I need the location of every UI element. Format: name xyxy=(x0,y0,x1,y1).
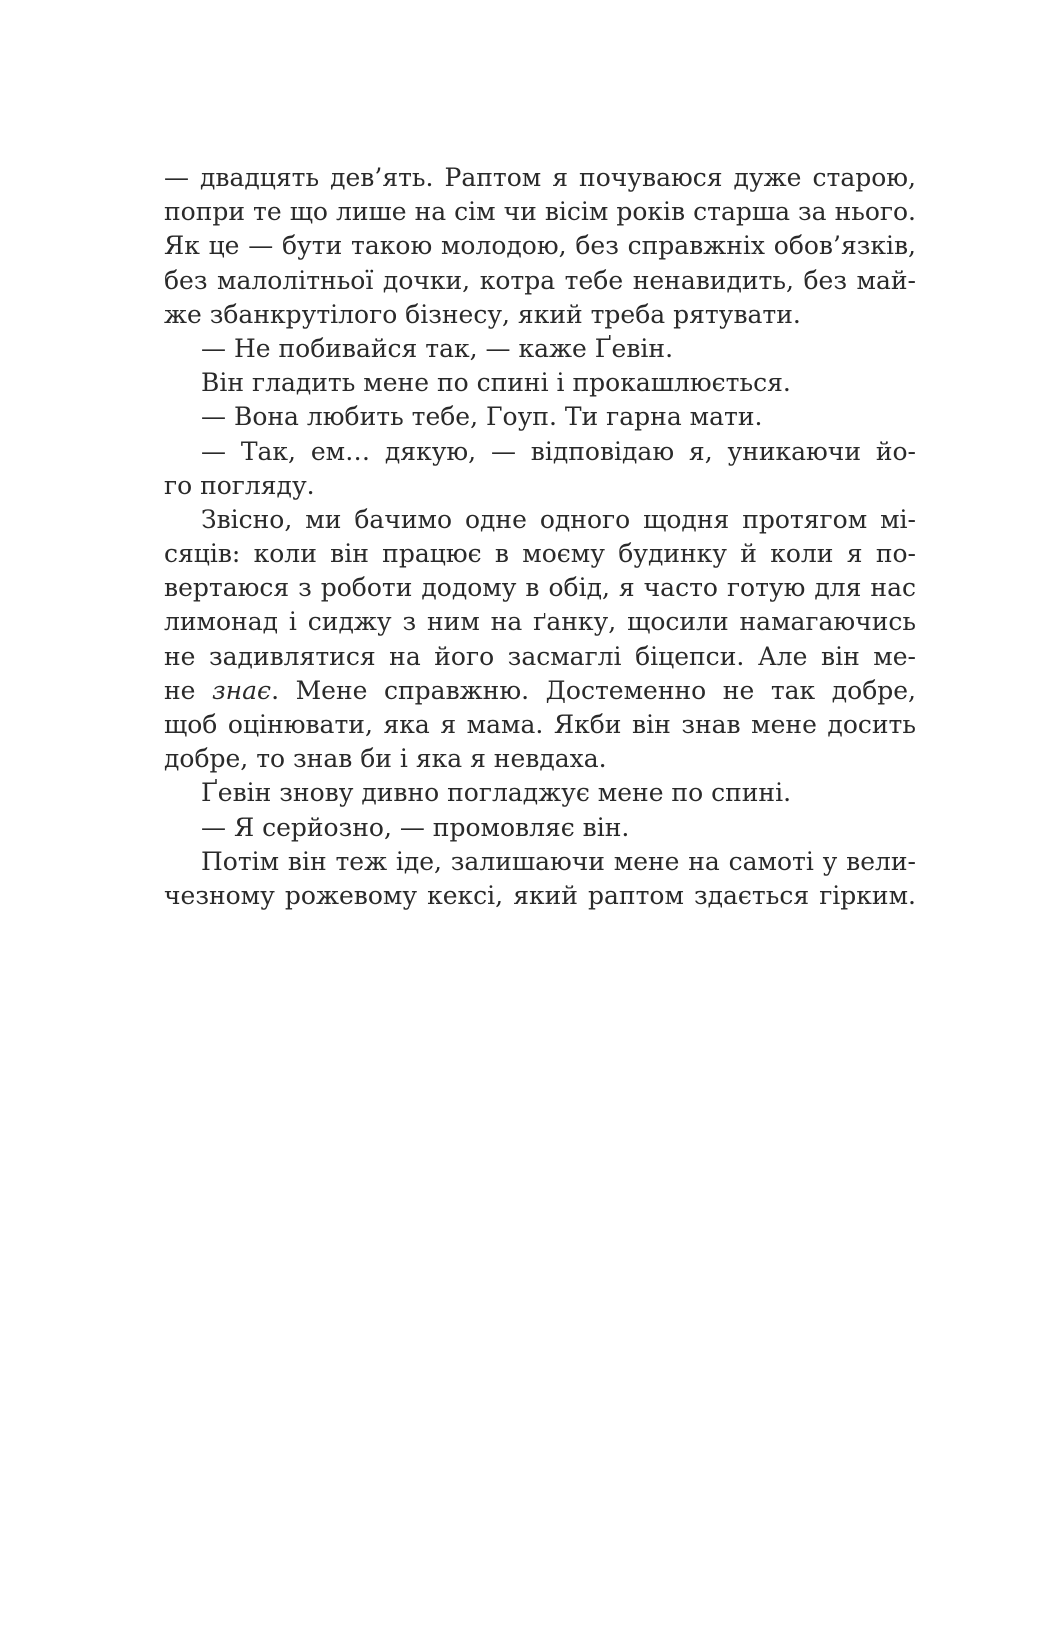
text-span: Потім він теж іде, залишаючи мене на самоті у вели- xyxy=(201,846,916,876)
text-span: не xyxy=(164,675,213,705)
text-line xyxy=(164,605,916,639)
text-span: Він гладить мене по спині і прокашлюється. xyxy=(201,368,791,398)
text-line xyxy=(164,811,916,845)
text-line xyxy=(164,229,916,263)
text-line xyxy=(164,845,916,879)
text-line xyxy=(164,640,916,674)
text-span: добре, то знав би і яка я невдаха. xyxy=(164,744,607,774)
text-line xyxy=(164,161,916,195)
text-line xyxy=(164,366,916,400)
text-span: чезному рожевому кексі, який раптом здається гірким. xyxy=(164,880,916,910)
text-span: же збанкрутілого бізнесу, який треба рятувати. xyxy=(164,299,801,329)
text-span: Звісно, ми бачимо одне одного щодня протягом мі- xyxy=(201,504,916,534)
text-line xyxy=(164,400,916,434)
italic-text: знає xyxy=(212,675,272,705)
text-span: — двадцять дев’ять. Раптом я почуваюся дуже старою, xyxy=(164,163,916,192)
text-span: вертаюся з роботи додому в обід, я часто готую для нас xyxy=(164,573,916,603)
text-span: не задивлятися на його засмаглі біцепси. Але він ме- xyxy=(164,641,916,671)
body-text xyxy=(164,161,916,913)
text-line xyxy=(164,298,916,332)
text-line xyxy=(164,742,916,776)
text-line xyxy=(164,264,916,298)
text-span: — Я серйозно, — промовляє він. xyxy=(201,812,630,842)
text-line xyxy=(164,469,916,503)
text-span: Ґевін знову дивно погладжує мене по спині. xyxy=(201,778,792,808)
text-line xyxy=(164,332,916,366)
text-span: лимонад і сиджу з ним на ґанку, щосили намагаючись xyxy=(164,607,916,637)
text-line xyxy=(164,537,916,571)
text-span: — Не побивайся так, — каже Ґевін. xyxy=(201,333,674,363)
text-span: . Мене справжню. Достеменно не так добре, xyxy=(271,675,916,705)
text-line xyxy=(164,708,916,742)
text-line xyxy=(164,776,916,810)
text-span: без малолітньої дочки, котра тебе ненавидить, без май- xyxy=(164,265,916,295)
text-span: — Вона любить тебе, Гоуп. Ти гарна мати. xyxy=(201,402,763,432)
text-line xyxy=(164,879,916,913)
text-span: го погляду. xyxy=(164,470,315,500)
text-span: попри те що лише на сім чи вісім років старша за нього. xyxy=(164,197,916,227)
text-span: щоб оцінювати, яка я мама. Якби він знав мене досить xyxy=(164,710,916,739)
text-span: Як це — бути такою молодою, без справжніх обов’язків, xyxy=(164,231,916,261)
text-line xyxy=(164,195,916,229)
text-line xyxy=(164,571,916,605)
text-span: — Так, ем… дякую, — відповідаю я, уникаючи йо- xyxy=(201,436,916,466)
text-line xyxy=(164,674,916,708)
text-line xyxy=(164,435,916,469)
text-span: сяців: коли він працює в моєму будинку й коли я по- xyxy=(164,539,916,569)
text-line xyxy=(164,503,916,537)
